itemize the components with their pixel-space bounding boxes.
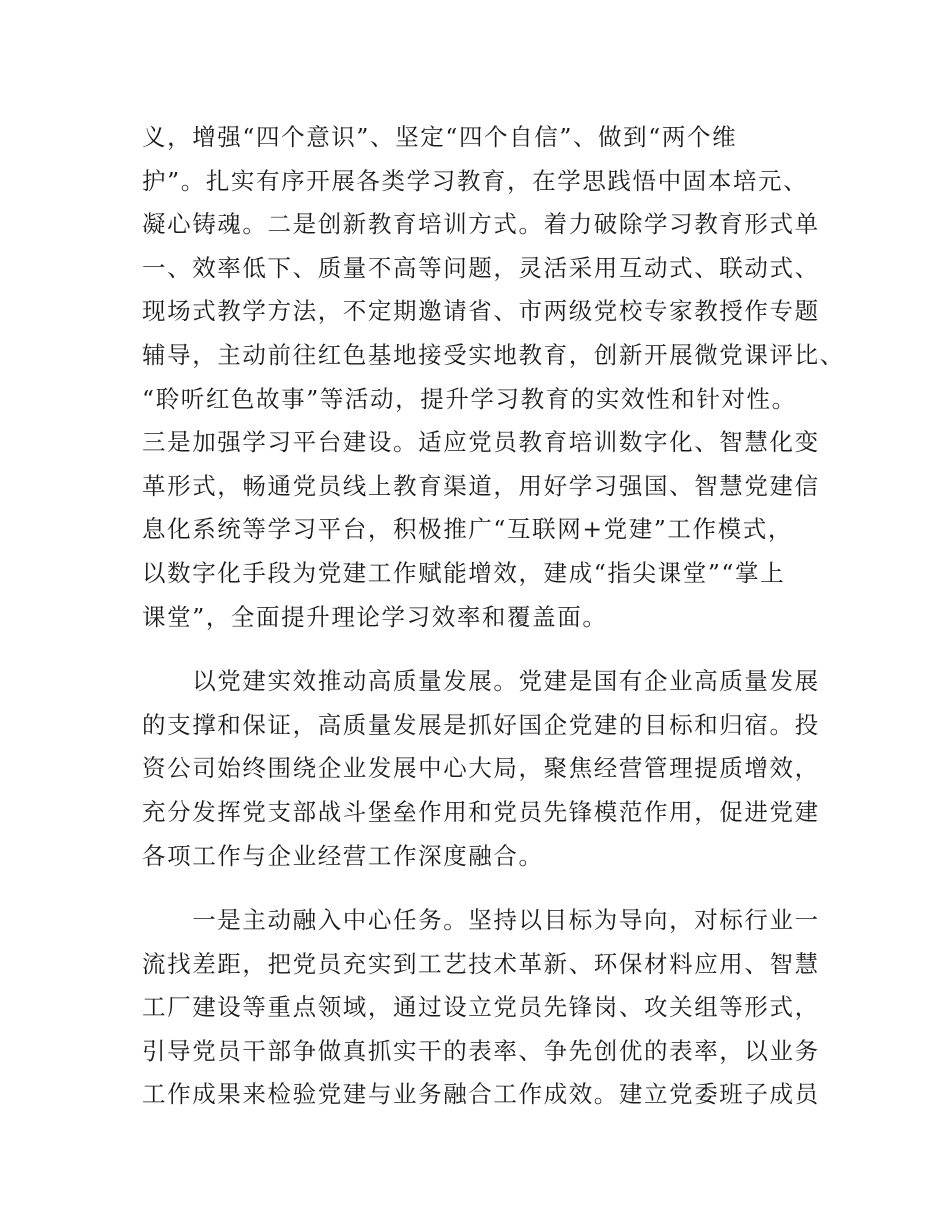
document-body: [142, 116, 845, 1117]
text-line: 工厂建设等重点领域，通过设立党员先锋岗、攻关组等形式，: [142, 993, 820, 1022]
text-line: 的支撑和保证，高质量发展是抓好国企党建的目标和归宿。投: [142, 710, 820, 739]
text-line: 革形式，畅通党员线上教育渠道，用好学习强国、智慧党建信: [142, 471, 820, 500]
text-line: 各项工作与企业经营工作深度融合。: [142, 841, 544, 870]
text-line: 以党建实效推动高质量发展。党建是国有企业高质量发展: [142, 667, 820, 696]
text-line: “聆听红色故事”等活动，提升学习教育的实效性和针对性。: [142, 384, 797, 413]
text-line: 一是主动融入中心任务。坚持以目标为导向，对标行业一: [142, 906, 820, 935]
paragraph-spacer: [142, 878, 832, 899]
text-line: 充分发挥党支部战斗堡垒作用和党员先锋模范作用，促进党建: [142, 797, 820, 826]
text-line: 凝心铸魂。二是创新教育培训方式。着力破除学习教育形式单: [142, 210, 820, 239]
text-line: 护”。扎实有序开展各类学习教育，在学思践悟中固本培元、: [142, 166, 809, 195]
paragraph-1: [142, 116, 845, 639]
text-line: 以数字化手段为党建工作赋能增效，建成“指尖课堂”“掌上: [142, 558, 786, 587]
text-line: 一、效率低下、质量不高等问题，灵活采用互动式、联动式、: [142, 253, 820, 282]
text-line: 流找差距，把党员充实到工艺技术革新、环保材料应用、智慧: [142, 949, 820, 978]
paragraph-3: [142, 899, 832, 1117]
text-line: 息化系统等学习平台，积极推广“互联网+党建”工作模式，: [142, 515, 793, 544]
text-line: 义，增强“四个意识”、坚定“四个自信”、做到“两个维: [142, 123, 738, 151]
text-line: 辅导，主动前往红色基地接受实地教育，创新开展微党课评比、: [142, 340, 845, 369]
text-line: 工作成果来检验党建与业务融合工作成效。建立党委班子成员: [142, 1080, 820, 1109]
paragraph-2: [142, 660, 832, 878]
text-line: 现场式教学方法，不定期邀请省、市两级党校专家教授作专题: [142, 297, 820, 326]
text-line: 引导党员干部争做真抓实干的表率、争先创优的表率，以业务: [142, 1036, 820, 1065]
text-line: 资公司始终围绕企业发展中心大局，聚焦经营管理提质增效，: [142, 754, 820, 783]
text-line: 三是加强学习平台建设。适应党员教育培训数字化、智慧化变: [142, 428, 820, 457]
text-line: 课堂”，全面提升理论学习效率和覆盖面。: [142, 602, 608, 631]
paragraph-spacer: [142, 639, 832, 660]
